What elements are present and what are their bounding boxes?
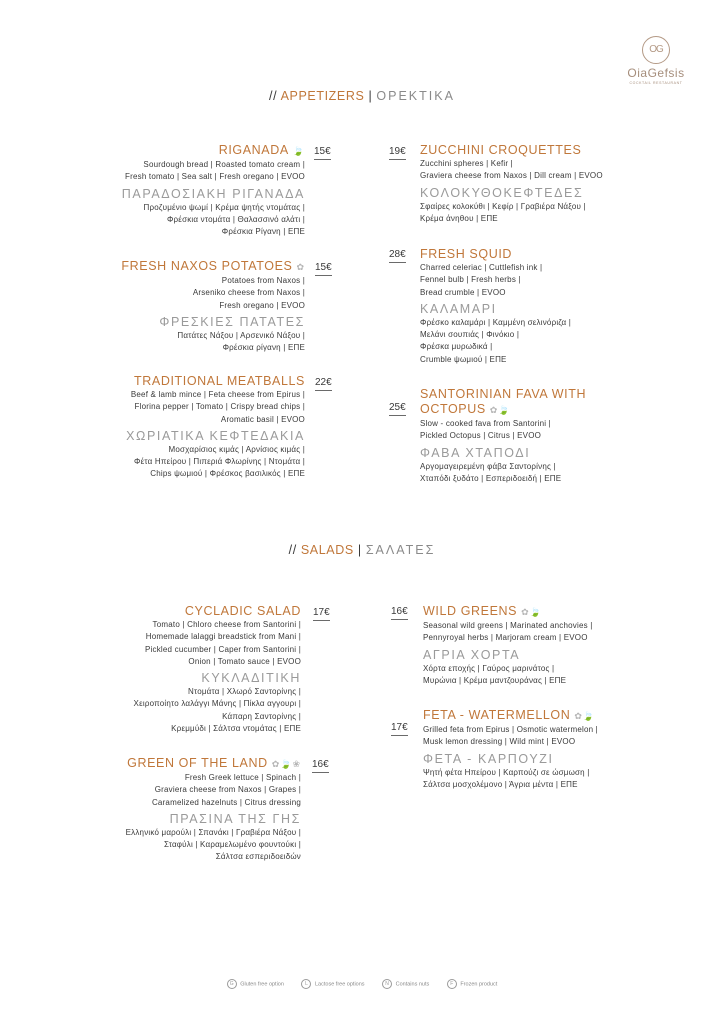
dish-name: TRADITIONAL MEATBALLS <box>134 374 305 388</box>
legend-contains-nuts <box>382 979 429 989</box>
dish-greek-name: ΧΩΡΙΑΤΙΚΑ ΚΕΦΤΕΔΑΚΙΑ <box>126 428 305 443</box>
dish-greek-desc-2: Κρέμα άνηθου | ΕΠΕ <box>420 213 498 223</box>
price-meatballs: 22€ <box>315 377 332 391</box>
dish-desc-1: Tomato | Chloro cheese from Santorini | <box>152 620 301 629</box>
frozen-icon: F <box>447 979 457 989</box>
nuts-icon: N <box>382 979 392 989</box>
dish-name: ZUCCHINI CROQUETTES <box>420 143 582 157</box>
dish-feta-watermelon <box>423 708 703 791</box>
price-potatoes: 15€ <box>315 262 332 276</box>
dish-desc-3: Fresh oregano | EVOO <box>219 300 305 310</box>
dish-desc-3: Aromatic basil | EVOO <box>220 414 305 424</box>
heading-slashes: // <box>288 543 297 557</box>
dish-desc-1: Grilled feta from Epirus | Osmotic watermelon | <box>423 725 598 734</box>
dish-desc-3: Pickled cucumber | Caper from Santorini | <box>145 644 301 654</box>
heading-title-en: SALADS <box>300 543 354 557</box>
diet-icons: 🍃 <box>292 146 305 156</box>
dish-green-of-the-land <box>40 756 301 864</box>
heading-separator: | <box>357 543 362 557</box>
price-fava: 25€ <box>389 402 406 416</box>
diet-icons: ✿🍃 <box>574 711 596 721</box>
dish-desc-1: Seasonal wild greens | Marinated anchovies | <box>423 621 593 630</box>
dish-desc-1: Sourdough bread | Roasted tomato cream | <box>143 160 305 169</box>
dish-greek-name: ΦΡΕΣΚΙΕΣ ΠΑΤΑΤΕΣ <box>159 314 305 329</box>
diet-icons: ✿ <box>296 262 305 272</box>
dish-name: GREEN OF THE LAND <box>127 756 268 770</box>
dish-greek-desc-2: Φρέσκια ρίγανη | ΕΠΕ <box>222 343 305 353</box>
dish-greek-name: ΦΕΤΑ - ΚΑΡΠΟΥΖΙ <box>423 751 554 766</box>
dish-name: WILD GREENS <box>423 604 518 618</box>
dish-greek-desc-1: Προζυμένιο ψωμί | Κρέμα ψητής ντομάτας | <box>143 202 305 212</box>
dish-greek-desc-2: Μελάνι σουπιάς | Φινόκιο | <box>420 330 520 340</box>
logo-mark-icon: OG <box>642 36 670 64</box>
dish-greek-desc-3: Φρέσκια Ρίγανη | ΕΠΕ <box>221 227 305 237</box>
dish-greek-desc-1: Σφαίρες κολοκύθι | Κεφίρ | Γραβιέρα Νάξου | <box>420 201 586 211</box>
dish-desc-1: Charred celeriac | Cuttlefish ink | <box>420 263 543 272</box>
price-wild-greens: 16€ <box>391 606 408 620</box>
brand-name: OiaGefsis <box>627 66 685 80</box>
dish-greek-name: ΚΑΛΑΜΑΡΙ <box>420 301 497 316</box>
dish-desc-2: Graviera cheese from Naxos | Dill cream | EVOO <box>420 171 603 181</box>
appetizers-heading <box>0 89 724 103</box>
legend-gluten-free <box>227 979 284 989</box>
dish-name: FRESH NAXOS POTATOES <box>121 259 293 273</box>
legend-label: Gluten free option <box>240 981 284 988</box>
dish-greek-name: ΠΑΡΑΔΟΣΙΑΚΗ ΡΙΓΑΝΑΔΑ <box>121 186 305 201</box>
dish-name: FETA - WATERMELLON <box>423 708 571 722</box>
dish-desc-4: Onion | Tomato sauce | EVOO <box>188 656 301 666</box>
dish-name: RIGANADA <box>218 143 289 157</box>
dish-desc-3: Caramelized hazelnuts | Citrus dressing <box>151 797 301 807</box>
gluten-free-icon: G <box>227 979 237 989</box>
dish-greek-desc-2: Χειροποίητο λαλάγγι Μάνης | Πίκλα αγγουρι | <box>133 699 301 709</box>
dish-greek-desc-2: Σάλτσα μοσχολέμονο | Άγρια μέντα | ΕΠΕ <box>423 779 578 789</box>
price-riganada: 15€ <box>314 146 331 160</box>
dish-greek-desc-2: Σταφύλι | Καραμελωμένο φουντούκι | <box>163 840 301 850</box>
dish-desc-1: Slow - cooked fava from Santorini | <box>420 419 551 428</box>
dish-desc-2: Graviera cheese from Naxos | Grapes | <box>154 785 301 795</box>
heading-title-gr: ΟΡΕΚΤΙΚΑ <box>376 89 455 103</box>
dish-greek-desc-3: Σάλτσα εσπεριδοειδών <box>215 852 301 862</box>
price-zucchini: 19€ <box>389 146 406 160</box>
dish-greek-desc-2: Φρέσκια ντομάτα | Θαλασσινό αλάτι | <box>166 214 305 224</box>
legend-label: Lactose free options <box>315 981 365 988</box>
dish-greek-desc-1: Φρέσκο καλαμάρι | Καμμένη σελινόριζα | <box>420 317 572 327</box>
dish-desc-1: Potatoes from Naxos | <box>221 276 305 285</box>
legend-label: Contains nuts <box>395 981 430 988</box>
dish-greek-name: ΚΥΚΛΑΔΙΤΙΚΗ <box>201 671 301 686</box>
dish-greek-desc-4: Crumble ψωμιού | ΕΠΕ <box>420 354 507 364</box>
dish-squid <box>420 247 700 366</box>
dish-desc-2: Homemade lalaggi breadstick from Mani | <box>145 632 301 642</box>
dish-wild-greens <box>423 604 703 687</box>
dish-greek-desc-1: Ψητή φέτα Ηπείρου | Καρπούζι σε ώσμωση | <box>423 767 590 777</box>
dish-name: CYCLADIC SALAD <box>184 604 301 618</box>
dish-desc-2: Florina pepper | Tomato | Crispy bread chips | <box>134 402 305 412</box>
dish-greek-desc-1: Πατάτες Νάξου | Αρσενικό Νάξου | <box>177 330 305 340</box>
dish-desc-2: Fresh tomato | Sea salt | Fresh oregano | EVOO <box>125 172 305 182</box>
dish-greek-name: ΠΡΑΣΙΝΑ ΤΗΣ ΓΗΣ <box>169 811 301 826</box>
legend-label: Frozen product <box>460 981 498 988</box>
dish-greek-desc-3: Chips ψωμιού | Φρέσκος βασιλικός | ΕΠΕ <box>150 469 305 479</box>
lactose-free-icon: L <box>301 979 311 989</box>
dish-greek-desc-1: Ελληνικό μαρούλι | Σπανάκι | Γραβιέρα Νάξου | <box>125 827 301 837</box>
dish-name: FRESH SQUID <box>420 247 513 261</box>
dish-name-line2: OCTOPUS <box>420 402 486 416</box>
dish-riganada <box>40 143 305 238</box>
dish-greek-name: ΑΓΡΙΑ ΧΟΡΤΑ <box>423 647 521 662</box>
price-squid: 28€ <box>389 249 406 263</box>
heading-slashes: // <box>269 89 278 103</box>
dish-zucchini <box>420 143 700 225</box>
dish-greek-desc-1: Αργομαγειρεμένη φάβα Σαντορίνης | <box>420 461 556 471</box>
legend-frozen <box>447 979 498 989</box>
restaurant-logo <box>610 36 702 85</box>
dish-greek-name: ΦΑΒΑ ΧΤΑΠΟΔΙ <box>420 445 531 460</box>
dish-desc-2: Pennyroyal herbs | Marjoram cream | EVOO <box>423 633 588 643</box>
dish-meatballs <box>40 374 305 481</box>
dish-greek-desc-3: Κάπαρη Σαντορίνης | <box>222 711 301 721</box>
dish-greek-desc-2: Φέτα Ηπείρου | Πιπεριά Φλωρίνης | Ντομάτα | <box>134 457 305 467</box>
dish-desc-2: Arseniko cheese from Naxos | <box>192 288 305 298</box>
dish-greek-name: ΚΟΛΟΚΥΘΟΚΕΦΤΕΔΕΣ <box>420 185 584 200</box>
dish-greek-desc-3: Φρέσκα μυρωδικά | <box>420 342 493 352</box>
dish-desc-1: Beef & lamb mince | Feta cheese from Epirus | <box>130 390 305 399</box>
dish-potatoes <box>40 259 305 354</box>
dietary-legend <box>0 979 724 989</box>
dish-greek-desc-4: Κρεμμύδι | Σάλτσα ντομάτας | ΕΠΕ <box>171 724 301 734</box>
legend-lactose-free <box>301 979 364 989</box>
dish-desc-2: Pickled Octopus | Citrus | EVOO <box>420 431 542 441</box>
dish-desc-2: Musk lemon dressing | Wild mint | EVOO <box>423 737 576 747</box>
dish-desc-1: Fresh Greek lettuce | Spinach | <box>184 773 301 782</box>
dish-greek-desc-2: Χταπόδι ξυδάτο | Εσπεριδοειδή | ΕΠΕ <box>420 473 562 483</box>
dish-name-line1: SANTORINIAN FAVA WITH <box>420 387 587 401</box>
price-cycladic-salad: 17€ <box>313 607 330 621</box>
heading-title-en: APPETIZERS <box>280 89 365 103</box>
dish-greek-desc-1: Ντομάτα | Χλωρό Σαντορίνης | <box>188 687 301 697</box>
dish-cycladic-salad <box>40 604 301 735</box>
salads-heading <box>0 543 724 557</box>
diet-icons: ✿🍃 <box>489 405 511 415</box>
dish-greek-desc-1: Μοσχαρίσιος κιμάς | Αρνίσιος κιμάς | <box>168 444 305 454</box>
dish-desc-2: Fennel bulb | Fresh herbs | <box>420 275 521 285</box>
brand-tagline: COCKTAIL RESTAURANT <box>629 81 683 85</box>
dish-greek-desc-2: Μυρώνια | Κρέμα μαντζουράνας | ΕΠΕ <box>423 675 567 685</box>
dish-desc-1: Zucchini spheres | Kefir | <box>420 159 513 168</box>
price-green-of-the-land: 16€ <box>312 759 329 773</box>
dish-fava <box>420 387 700 485</box>
heading-title-gr: ΣΑΛΑΤΕΣ <box>365 543 436 557</box>
dish-greek-desc-1: Χόρτα εποχής | Γαύρος μαρινάτος | <box>423 663 555 673</box>
dish-desc-3: Bread crumble | EVOO <box>420 287 506 297</box>
diet-icons: ✿🍃 <box>521 607 542 617</box>
price-feta-watermelon: 17€ <box>391 722 408 736</box>
diet-icons: ✿🍃❀ <box>271 759 301 769</box>
heading-separator: | <box>368 89 373 103</box>
